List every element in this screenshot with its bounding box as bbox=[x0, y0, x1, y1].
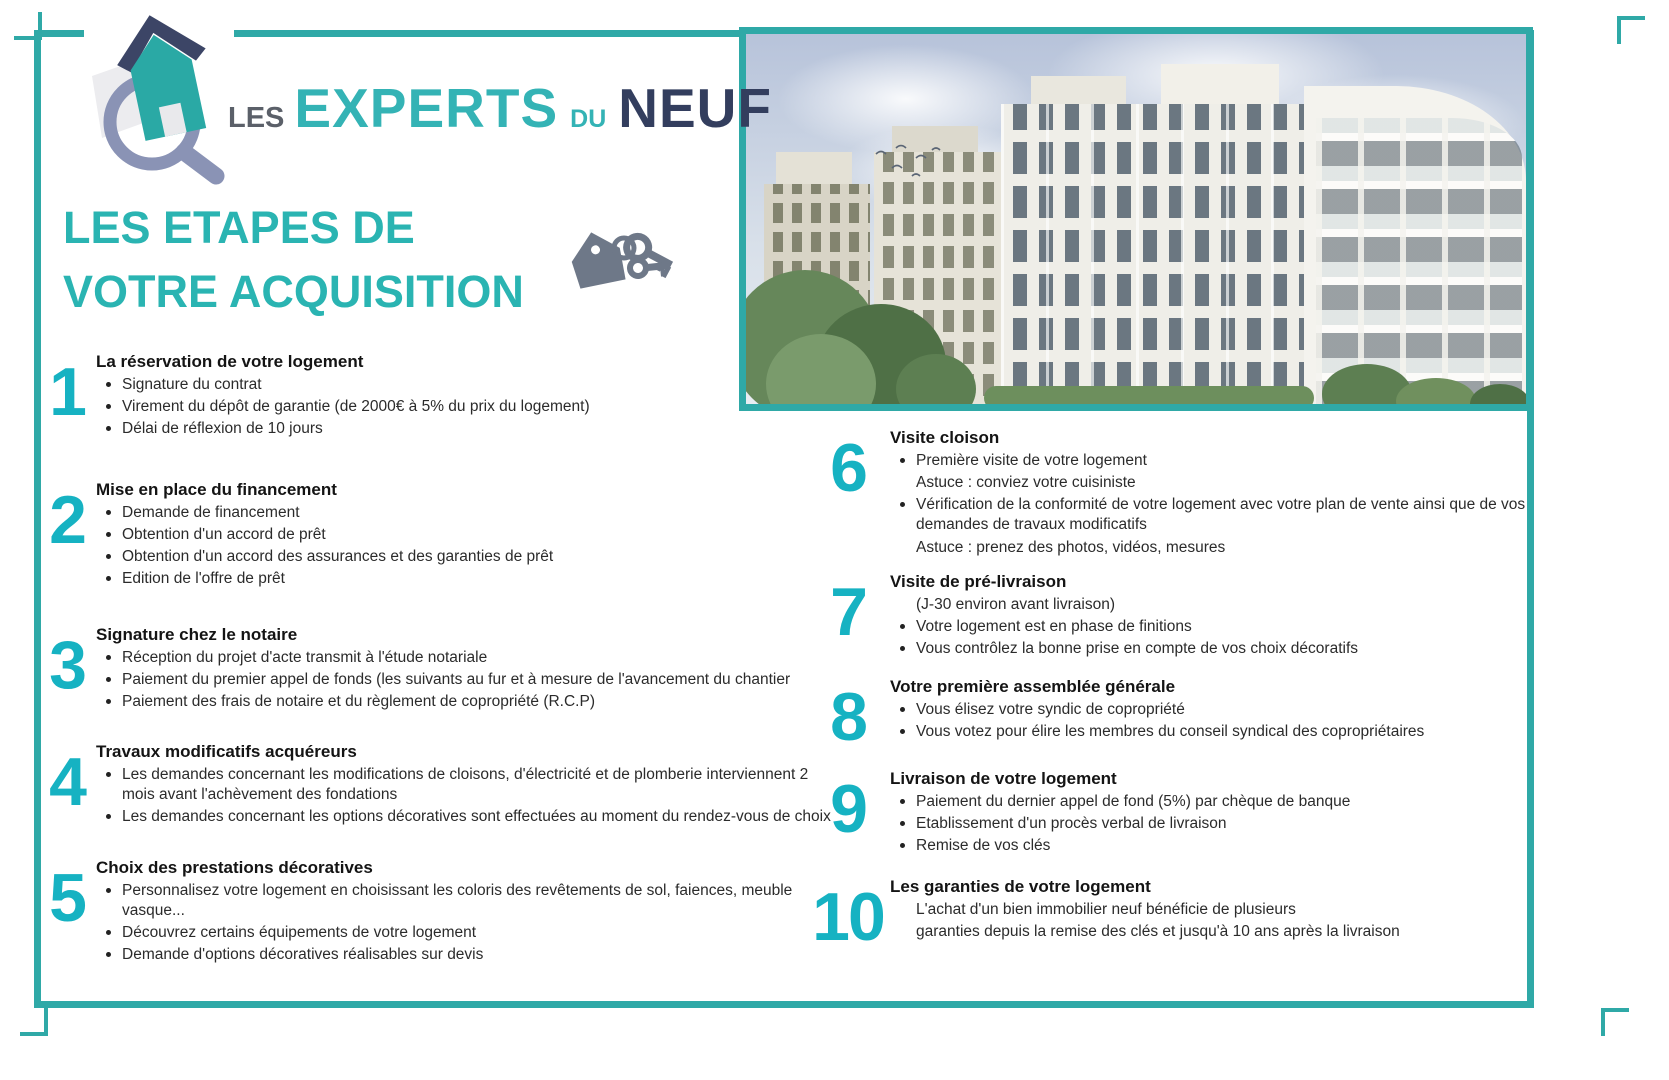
step-number: 10 bbox=[812, 879, 884, 955]
house-keys-icon bbox=[558, 220, 676, 317]
hedge bbox=[984, 386, 1314, 410]
step-7 bbox=[806, 572, 1545, 661]
bullet-item: Découvrez certains équipements de votre logement bbox=[96, 923, 841, 943]
step-number: 3 bbox=[49, 627, 85, 703]
step-title: La réservation de votre logement bbox=[96, 352, 364, 371]
bullet-item: Obtention d'un accord de prêt bbox=[96, 525, 841, 545]
bullet-item: Délai de réflexion de 10 jours bbox=[96, 419, 841, 439]
step-number: 9 bbox=[830, 771, 866, 847]
bullet-item: Réception du projet d'acte transmit à l'étude notariale bbox=[96, 648, 841, 668]
step-title: Livraison de votre logement bbox=[890, 769, 1117, 788]
brand-les: LES bbox=[228, 102, 285, 134]
step-title: Signature chez le notaire bbox=[96, 625, 298, 644]
page-title-line2: VOTRE ACQUISITION bbox=[63, 266, 524, 318]
corner-mark-top-right bbox=[1617, 16, 1645, 44]
step-4 bbox=[38, 742, 841, 829]
note-line: Astuce : prenez des photos, vidéos, mesures bbox=[916, 538, 1226, 556]
bullet-item: Vous votez pour élire les membres du conseil syndical des copropriétaires bbox=[890, 722, 1545, 742]
bullet-item: Les demandes concernant les modifications de cloisons, d'électricité et de plomberie interviennent 2 mois avant l'achèvement des fondations bbox=[96, 765, 841, 805]
step-content bbox=[96, 352, 841, 441]
step-2 bbox=[38, 480, 841, 592]
step-content bbox=[96, 742, 841, 829]
bullet-item: Demande de financement bbox=[96, 503, 841, 523]
step-number: 7 bbox=[830, 574, 866, 650]
bullet-item: Etablissement d'un procès verbal de livraison bbox=[890, 814, 1545, 834]
step-number: 4 bbox=[49, 744, 85, 820]
main-building-facade bbox=[1001, 104, 1331, 406]
house-magnifying-glass-icon bbox=[84, 2, 234, 193]
bullet-item: Les demandes concernant les options décoratives sont effectuées au moment du rendez-vous de choix bbox=[96, 807, 841, 827]
step-content bbox=[890, 677, 1545, 751]
note-line: L'achat d'un bien immobilier neuf bénéficie de plusieurs bbox=[916, 901, 1296, 918]
step-1 bbox=[38, 352, 841, 441]
note-line: garanties depuis la remise des clés et jusqu'à 10 ans après la livraison bbox=[916, 923, 1400, 941]
corner-mark-top-left bbox=[14, 12, 42, 40]
step-6 bbox=[806, 428, 1545, 560]
page-title-line1: LES ETAPES DE bbox=[63, 202, 415, 253]
step-content bbox=[96, 625, 841, 714]
note-line: Astuce : conviez votre cuisiniste bbox=[916, 474, 1136, 492]
step-8 bbox=[806, 677, 1545, 755]
step-number: 5 bbox=[49, 860, 85, 936]
balcony-bands bbox=[1316, 118, 1522, 406]
corner-mark-bottom-right bbox=[1601, 1008, 1629, 1036]
bullet-item: Virement du dépôt de garantie (de 2000€ à 5% du prix du logement) bbox=[96, 397, 841, 417]
step-content bbox=[890, 572, 1545, 661]
bullet-item: Vérification de la conformité de votre logement avec votre plan de vente ainsi que de vos demandes de travaux modificatifs bbox=[890, 495, 1545, 535]
step-number: 2 bbox=[49, 482, 85, 558]
step-title: Choix des prestations décoratives bbox=[96, 858, 373, 877]
step-3 bbox=[38, 625, 841, 714]
step-title: Visite cloison bbox=[890, 428, 1000, 447]
building-photo bbox=[739, 27, 1533, 411]
step-content bbox=[96, 858, 841, 968]
page-title bbox=[63, 196, 524, 325]
step-number: 1 bbox=[49, 354, 85, 430]
bullet-item: Personnalisez votre logement en choisissant les coloris des revêtements de sol, faiences, meuble vasque... bbox=[96, 881, 841, 921]
bullet-item: Vous contrôlez la bonne prise en compte de vos choix décoratifs bbox=[890, 639, 1545, 659]
step-10 bbox=[806, 877, 1545, 955]
brand-neuf: NEUF bbox=[618, 77, 772, 139]
step-title: Votre première assemblée générale bbox=[890, 677, 1176, 696]
bullet-item: Paiement du dernier appel de fond (5%) par chèque de banque bbox=[890, 792, 1545, 812]
brand-experts: EXPERTS bbox=[294, 77, 559, 139]
step-title: Mise en place du financement bbox=[96, 480, 337, 499]
note-line: (J-30 environ avant livraison) bbox=[916, 596, 1116, 613]
bullet-item: Obtention d'un accord des assurances et des garanties de prêt bbox=[96, 547, 841, 567]
step-9 bbox=[806, 769, 1545, 858]
step-5 bbox=[38, 858, 841, 968]
bullet-item: Paiement du premier appel de fonds (les suivants au fur et à mesure de l'avancement du chantier bbox=[96, 670, 841, 690]
bullet-item: Vous élisez votre syndic de copropriété bbox=[890, 700, 1545, 720]
bullet-item: Demande d'options décoratives réalisables sur devis bbox=[96, 945, 841, 965]
birds bbox=[866, 134, 986, 194]
step-content bbox=[890, 769, 1545, 858]
step-content bbox=[890, 877, 1545, 951]
step-title: Visite de pré-livraison bbox=[890, 572, 1067, 591]
bullet-item: Remise de vos clés bbox=[890, 836, 1545, 856]
step-number: 8 bbox=[830, 679, 866, 755]
step-title: Les garanties de votre logement bbox=[890, 877, 1151, 896]
building-penthouse bbox=[776, 152, 852, 186]
brand-du: DU bbox=[570, 105, 607, 133]
brand-wordmark bbox=[228, 76, 772, 140]
step-content bbox=[890, 428, 1545, 560]
bullet-item: Première visite de votre logement bbox=[890, 451, 1545, 471]
corner-mark-bottom-left bbox=[20, 1008, 48, 1036]
step-number: 6 bbox=[830, 430, 866, 506]
step-title: Travaux modificatifs acquéreurs bbox=[96, 742, 357, 761]
bullet-item: Paiement des frais de notaire et du règlement de copropriété (R.C.P) bbox=[96, 692, 841, 712]
bullet-item: Votre logement est en phase de finitions bbox=[890, 617, 1545, 637]
step-content bbox=[96, 480, 841, 592]
bullet-item: Signature du contrat bbox=[96, 375, 841, 395]
bullet-item: Edition de l'offre de prêt bbox=[96, 569, 841, 589]
